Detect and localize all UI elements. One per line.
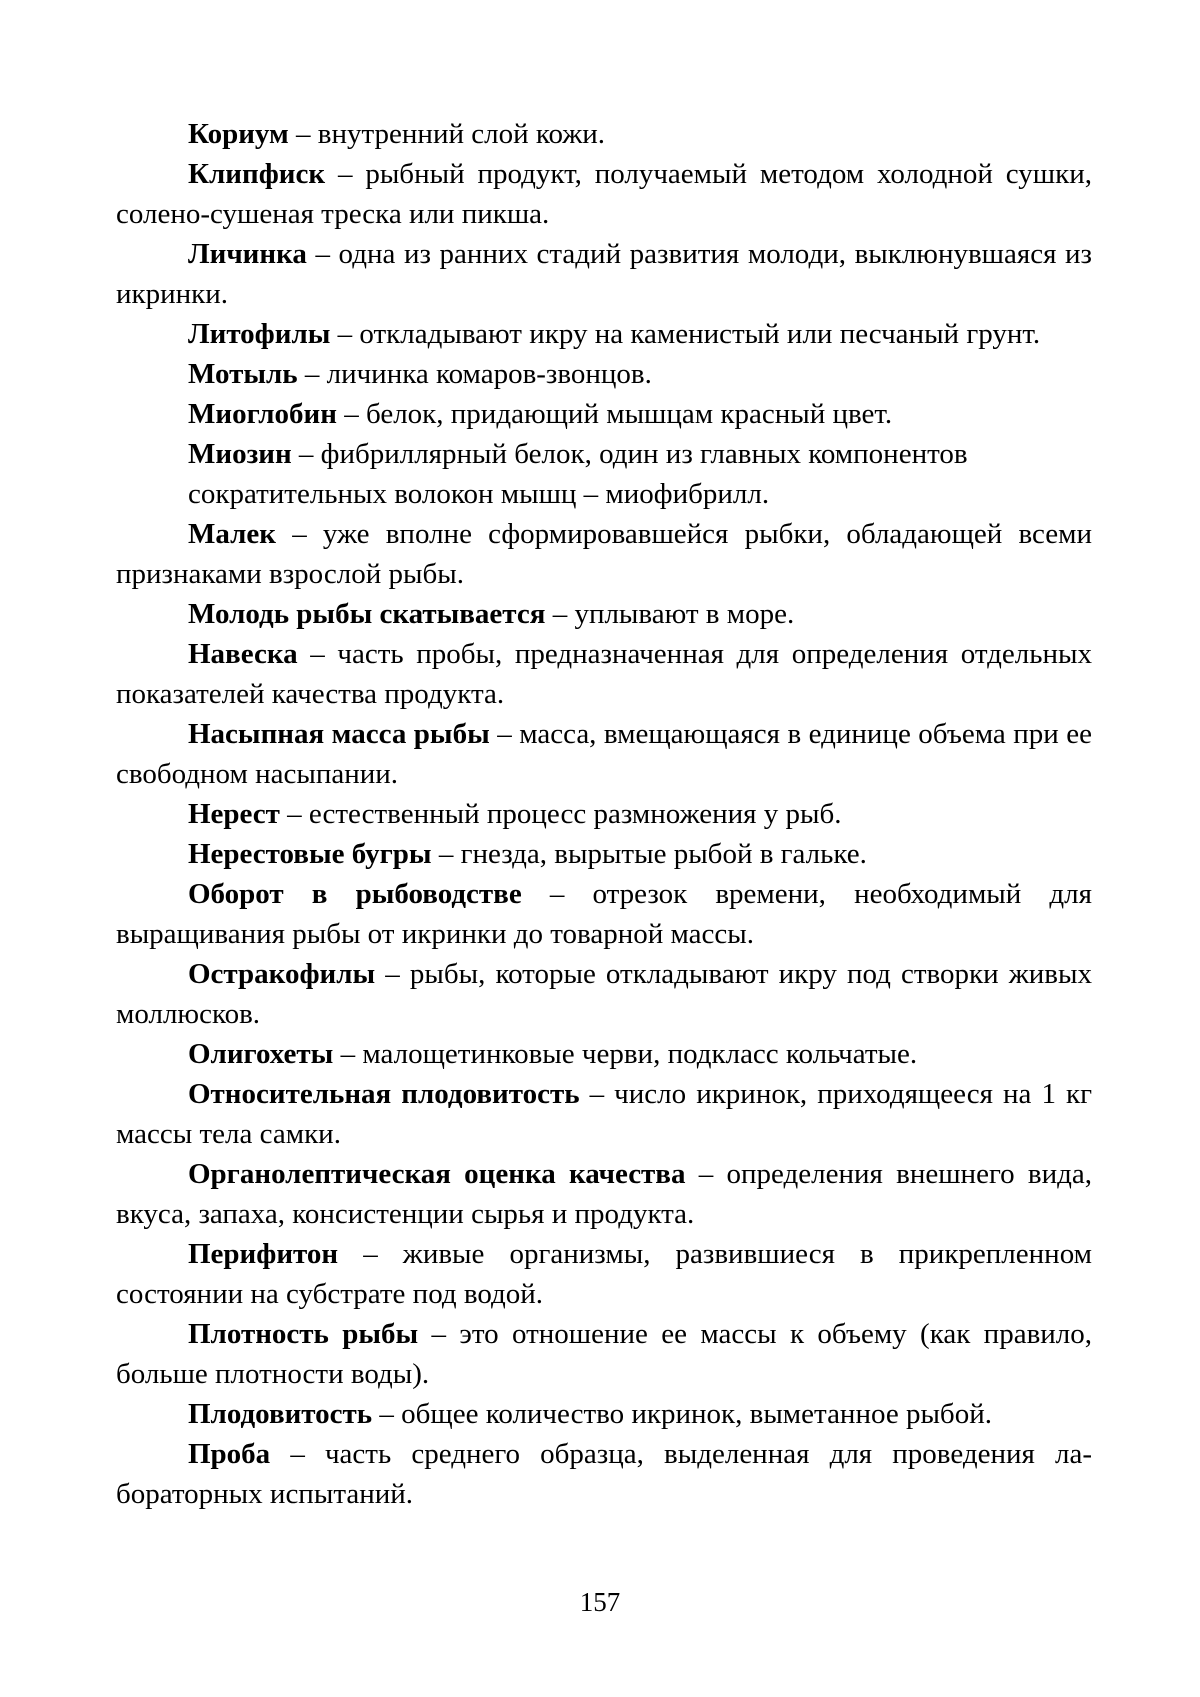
glossary-definition: – отрезок времени, необходимый для выращивания рыбы от икринки до товарной массы. (116, 878, 1092, 950)
glossary-definition: – живые организмы, развившиеся в прикрепленном состоянии на субстрате под водой. (116, 1238, 1092, 1310)
glossary-term: Миоглобин (188, 398, 337, 430)
glossary-term: Плотность рыбы (188, 1318, 419, 1350)
glossary-definition: – это отношение ее массы к объему (как правило, больше плотности воды). (116, 1318, 1093, 1390)
glossary-entry (116, 1234, 1092, 1314)
glossary-definition: – естественный процесс размножения у рыб. (279, 798, 842, 830)
glossary-term: Нерест (188, 798, 280, 830)
glossary-entry (116, 1394, 1092, 1434)
glossary-term: Мотыль (188, 358, 298, 390)
glossary-definition: – одна из ранних стадий развития молоди, выклюнувшаяся из икринки. (116, 238, 1092, 310)
glossary-entry (116, 1034, 1092, 1074)
glossary-definition: – гнезда, вырытые рыбой в гальке. (431, 838, 867, 870)
glossary-entry (116, 794, 1092, 834)
glossary-term: Миозин (188, 438, 292, 470)
glossary-definition: – откладывают икру на каменистый или песчаный грунт. (330, 318, 1041, 350)
glossary-term: Малек (188, 518, 276, 550)
glossary-entry (116, 434, 1092, 514)
glossary-entry (116, 1434, 1092, 1514)
glossary-definition: – уплывают в море. (545, 598, 795, 630)
glossary-entry (116, 834, 1092, 874)
glossary-definition: – общее количество икринок, выметанное рыбой. (372, 1398, 992, 1430)
glossary-definition: – малощетинковые черви, подкласс кольчатые. (333, 1038, 918, 1070)
glossary-entry (116, 594, 1092, 634)
glossary-term: Относительная плодовитость (188, 1078, 580, 1110)
glossary-term: Олигохеты (188, 1038, 334, 1070)
glossary-entry (116, 154, 1092, 234)
glossary-definition: – уже вполне сформировавшейся рыбки, обладающей всеми признаками взрослой рыбы. (116, 518, 1092, 590)
glossary-entry (116, 394, 1092, 434)
glossary-term: Молодь рыбы скатывается (188, 598, 546, 630)
glossary-definition: – личинка комаров-звонцов. (297, 358, 652, 390)
glossary-term: Проба (188, 1438, 271, 1470)
glossary-term: Нерестовые бугры (188, 838, 432, 870)
glossary-entry (116, 634, 1092, 714)
glossary-term: Плодовитость (188, 1398, 373, 1430)
glossary-term: Клипфиск (188, 158, 326, 190)
glossary-definition: – рыбы, которые откладывают икру под створки живых моллюсков. (116, 958, 1092, 1030)
glossary-definition: – масса, вмещающаяся в единице объема при ее свободном насыпании. (116, 718, 1092, 790)
glossary-definition: – рыбный продукт, получаемый методом холодной сушки, солено-сушеная треска или пикша. (116, 158, 1092, 230)
glossary-term: Насыпная масса рыбы (188, 718, 490, 750)
glossary-term: Личинка (188, 238, 307, 270)
glossary-entry (116, 954, 1092, 1034)
glossary-list (116, 114, 1092, 1514)
glossary-entry (116, 514, 1092, 594)
glossary-entry (116, 114, 1092, 154)
glossary-entry (116, 874, 1092, 954)
glossary-entry (116, 1154, 1092, 1234)
glossary-entry (116, 1314, 1092, 1394)
glossary-definition: – часть среднего образца, выделенная для проведения лабораторных испытаний. (116, 1438, 1092, 1510)
glossary-term: Навеска (188, 638, 298, 670)
glossary-term: Остракофилы (188, 958, 376, 990)
glossary-entry (116, 714, 1092, 794)
glossary-term: Кориум (188, 118, 289, 150)
glossary-term: Органолептическая оценка качества (188, 1158, 686, 1190)
glossary-entry (116, 314, 1092, 354)
glossary-definition: – часть пробы, предназначенная для определения отдельных показателей качества продукта. (116, 638, 1092, 710)
glossary-entry (116, 1074, 1092, 1154)
glossary-term: Оборот в рыбоводстве (188, 878, 522, 910)
glossary-definition: – определения внешнего вида, вкуса, запаха, консистенции сырья и продукта. (116, 1158, 1092, 1230)
glossary-term: Литофилы (188, 318, 331, 350)
glossary-entry (116, 354, 1092, 394)
glossary-term: Перифитон (188, 1238, 339, 1270)
glossary-definition: – число икринок, приходящееся на 1 кг массы тела самки. (116, 1078, 1092, 1150)
glossary-definition: – фибриллярный белок, один из главных компонентов сократительных волокон мышц – миофибрилл. (188, 438, 968, 510)
glossary-definition: – внутренний слой кожи. (288, 118, 606, 150)
glossary-entry (116, 234, 1092, 314)
page-number: 157 (579, 1587, 621, 1617)
glossary-definition: – белок, придающий мышцам красный цвет. (336, 398, 893, 430)
